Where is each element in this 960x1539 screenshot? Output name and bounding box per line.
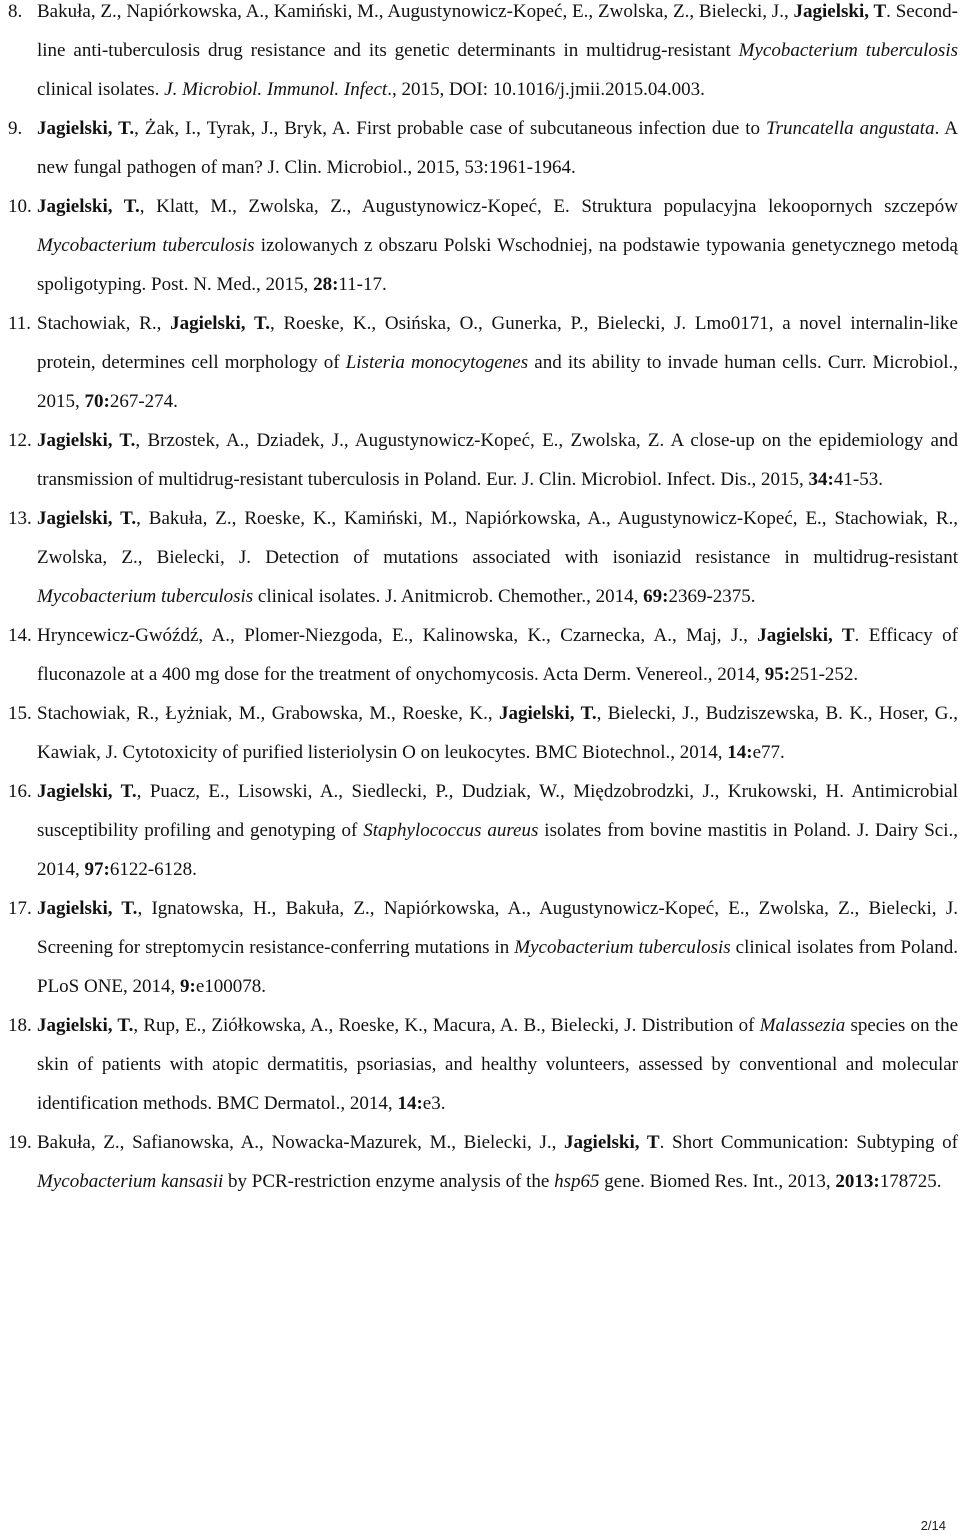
reference-segment: species on the skin of patients with atopic dermatitis, psoriasias, and healthy volunteers, assessed by conventional and molecular identification methods. BMC Dermatol., 2014, bbox=[37, 1015, 958, 1114]
reference-segment: , Bakuła, Z., Roeske, K., Kamiński, M., Napiórkowska, A., Augustynowicz-Kopeć, E., Stachowiak, R., Zwolska, Z., Bielecki, J. Detection of mutations associated with isoniazid resistance in multidrug-resistant bbox=[37, 508, 958, 568]
italic-term: Staphylococcus aureus bbox=[363, 820, 539, 841]
reference-item bbox=[8, 1006, 958, 1123]
reference-number: 14. bbox=[8, 625, 32, 646]
reference-number: 16. bbox=[8, 781, 32, 802]
author-highlight: 95: bbox=[764, 664, 791, 685]
reference-segment: , Klatt, M., Zwolska, Z., Augustynowicz-Kopeć, E. Struktura populacyjna lekoopornych szczepów bbox=[139, 196, 958, 217]
reference-number: 18. bbox=[8, 1015, 32, 1036]
author-highlight: 69: bbox=[643, 586, 669, 607]
italic-term: Mycobacterium tuberculosis bbox=[37, 586, 254, 607]
reference-segment: isolates from bovine mastitis in Poland. J. Dairy Sci., 2014, bbox=[37, 820, 958, 880]
reference-number: 9. bbox=[8, 118, 23, 139]
reference-item bbox=[8, 616, 958, 694]
reference-number: 13. bbox=[8, 508, 32, 529]
author-highlight: Jagielski, T. bbox=[37, 118, 135, 139]
reference-item bbox=[8, 1123, 958, 1201]
reference-segment: , Puacz, E., Lisowski, A., Siedlecki, P., Dudziak, W., Międzobrodzki, J., Krukowski, H. Antimicrobial susceptibility profiling and genotyping of bbox=[37, 781, 958, 841]
author-highlight: Jagielski, T. bbox=[170, 313, 270, 334]
reference-segment: , Roeske, K., Osińska, O., Gunerka, P., Bielecki, J. Lmo0171, a novel internalin-like protein, determines cell morphology of bbox=[37, 313, 958, 373]
reference-item bbox=[8, 421, 958, 499]
reference-segment: by PCR-restriction enzyme analysis of the bbox=[223, 1171, 555, 1192]
reference-segment: gene. Biomed Res. Int., 2013, bbox=[599, 1171, 836, 1192]
reference-segment: . Second-line anti-tuberculosis drug resistance and its genetic determinants in multidrug-resistant bbox=[37, 1, 958, 61]
reference-segment: clinical isolates. bbox=[37, 79, 165, 100]
reference-number: 15. bbox=[8, 703, 32, 724]
reference-list bbox=[8, 0, 958, 1201]
italic-term: J. Microbiol. Immunol. Infect bbox=[164, 79, 388, 100]
reference-item bbox=[8, 694, 958, 772]
reference-number: 8. bbox=[8, 1, 23, 22]
reference-segment: izolowanych z obszaru Polski Wschodniej, na podstawie typowania genetycznego metodą spoligotyping. Post. N. Med., 2015, bbox=[37, 235, 958, 295]
reference-segment: , Brzostek, A., Dziadek, J., Augustynowicz-Kopeć, E., Zwolska, Z. A close-up on the epidemiology and transmission of multidrug-resistant tuberculosis in Poland. Eur. J. Clin. Microbiol. Infect. Dis., 2015, bbox=[37, 430, 958, 490]
reference-segment: e3. bbox=[422, 1093, 446, 1114]
reference-number: 17. bbox=[8, 898, 32, 919]
reference-segment: e77. bbox=[752, 742, 785, 763]
italic-term: Mycobacterium tuberculosis bbox=[738, 40, 958, 61]
author-highlight: 9: bbox=[180, 976, 196, 997]
reference-segment: 251-252. bbox=[790, 664, 859, 685]
reference-segment: 11-17. bbox=[338, 274, 387, 295]
reference-segment: . Short Communication: Subtyping of bbox=[659, 1132, 959, 1153]
reference-segment: 2369-2375. bbox=[668, 586, 756, 607]
reference-segment: 6122-6128. bbox=[109, 859, 197, 880]
reference-segment: clinical isolates. J. Anitmicrob. Chemother., 2014, bbox=[253, 586, 644, 607]
reference-text bbox=[37, 430, 958, 490]
italic-term: Mycobacterium tuberculosis bbox=[37, 235, 255, 256]
reference-segment: , Rup, E., Ziółkowska, A., Roeske, K., Macura, A. B., Bielecki, J. Distribution of bbox=[133, 1015, 760, 1036]
reference-item bbox=[8, 304, 958, 421]
reference-segment: Bakuła, Z., Safianowska, A., Nowacka-Mazurek, M., Bielecki, J., bbox=[37, 1132, 565, 1153]
author-highlight: Jagielski, T bbox=[757, 625, 855, 646]
reference-text bbox=[37, 508, 958, 607]
author-highlight: Jagielski, T bbox=[564, 1132, 660, 1153]
reference-item bbox=[8, 0, 958, 109]
reference-segment: Stachowiak, R., bbox=[37, 313, 171, 334]
author-highlight: Jagielski, T. bbox=[37, 196, 140, 217]
author-highlight: 14: bbox=[397, 1093, 423, 1114]
reference-item bbox=[8, 499, 958, 616]
reference-segment: and its ability to invade human cells. Curr. Microbiol., 2015, bbox=[37, 352, 958, 412]
italic-term: Listeria monocytogenes bbox=[345, 352, 529, 373]
reference-text bbox=[37, 625, 958, 685]
reference-text bbox=[37, 1, 958, 100]
reference-segment: . A new fungal pathogen of man? J. Clin. Microbiol., 2015, 53:1961-1964. bbox=[37, 118, 958, 178]
italic-term: Malassezia bbox=[759, 1015, 846, 1036]
reference-segment: clinical isolates from Poland. PLoS ONE, 2014, bbox=[37, 937, 958, 997]
reference-item bbox=[8, 889, 958, 1006]
reference-item bbox=[8, 772, 958, 889]
reference-text bbox=[37, 703, 958, 763]
reference-text bbox=[37, 1015, 958, 1114]
author-highlight: Jagielski, T. bbox=[37, 1015, 134, 1036]
reference-segment: Stachowiak, R., Łyżniak, M., Grabowska, M., Roeske, K., bbox=[37, 703, 499, 724]
reference-text bbox=[37, 898, 958, 997]
reference-segment: 267-274. bbox=[109, 391, 178, 412]
author-highlight: 28: bbox=[313, 274, 339, 295]
reference-number: 12. bbox=[8, 430, 32, 451]
reference-segment: e100078. bbox=[195, 976, 267, 997]
reference-segment: . Efficacy of fluconazole at a 400 mg dose for the treatment of onychomycosis. Acta Derm. Venereol., 2014, bbox=[37, 625, 958, 685]
reference-segment: Hryncewicz-Gwóźdź, A., Plomer-Niezgoda, E., Kalinowska, K., Czarnecka, A., Maj, J., bbox=[37, 625, 758, 646]
reference-text bbox=[37, 1132, 958, 1192]
author-highlight: 70: bbox=[84, 391, 110, 412]
author-highlight: Jagielski, T bbox=[793, 1, 887, 22]
reference-item bbox=[8, 187, 958, 304]
author-highlight: 2013: bbox=[835, 1171, 880, 1192]
author-highlight: Jagielski, T. bbox=[37, 898, 138, 919]
reference-segment: 41-53. bbox=[833, 469, 883, 490]
reference-segment: , Ignatowska, H., Bakuła, Z., Napiórkowska, A., Augustynowicz-Kopeć, E., Zwolska, Z., Bielecki, J. Screening for streptomycin resistance-conferring mutations in bbox=[37, 898, 958, 958]
reference-number: 11. bbox=[8, 313, 32, 334]
reference-segment: Bakuła, Z., Napiórkowska, A., Kamiński, M., Augustynowicz-Kopeć, E., Zwolska, Z., Bielecki, J., bbox=[37, 1, 794, 22]
author-highlight: Jagielski, T. bbox=[37, 508, 137, 529]
reference-text bbox=[37, 781, 958, 880]
author-highlight: Jagielski, T. bbox=[37, 781, 137, 802]
reference-item bbox=[8, 109, 958, 187]
author-highlight: Jagielski, T. bbox=[37, 430, 136, 451]
reference-segment: 178725. bbox=[879, 1171, 942, 1192]
reference-text bbox=[37, 313, 958, 412]
reference-segment: , Żak, I., Tyrak, J., Bryk, A. First probable case of subcutaneous infection due to bbox=[134, 118, 767, 139]
author-highlight: Jagielski, T. bbox=[499, 703, 597, 724]
author-highlight: 34: bbox=[808, 469, 834, 490]
page-number: 2/14 bbox=[920, 1518, 946, 1533]
italic-term: Mycobacterium tuberculosis bbox=[514, 937, 731, 958]
reference-segment: , Bielecki, J., Budziszewska, B. K., Hoser, G., Kawiak, J. Cytotoxicity of purified listeriolysin O on leukocytes. BMC Biotechnol., 2014, bbox=[37, 703, 958, 763]
reference-text bbox=[37, 196, 958, 295]
italic-term: Mycobacterium kansasii bbox=[37, 1171, 224, 1192]
reference-number: 19. bbox=[8, 1132, 32, 1153]
author-highlight: 14: bbox=[727, 742, 753, 763]
author-highlight: 97: bbox=[84, 859, 110, 880]
reference-segment: ., 2015, DOI: 10.1016/j.jmii.2015.04.003. bbox=[387, 79, 705, 100]
italic-term: hsp65 bbox=[554, 1171, 600, 1192]
reference-number: 10. bbox=[8, 196, 32, 217]
italic-term: Truncatella angustata bbox=[766, 118, 935, 139]
reference-text bbox=[37, 118, 958, 178]
